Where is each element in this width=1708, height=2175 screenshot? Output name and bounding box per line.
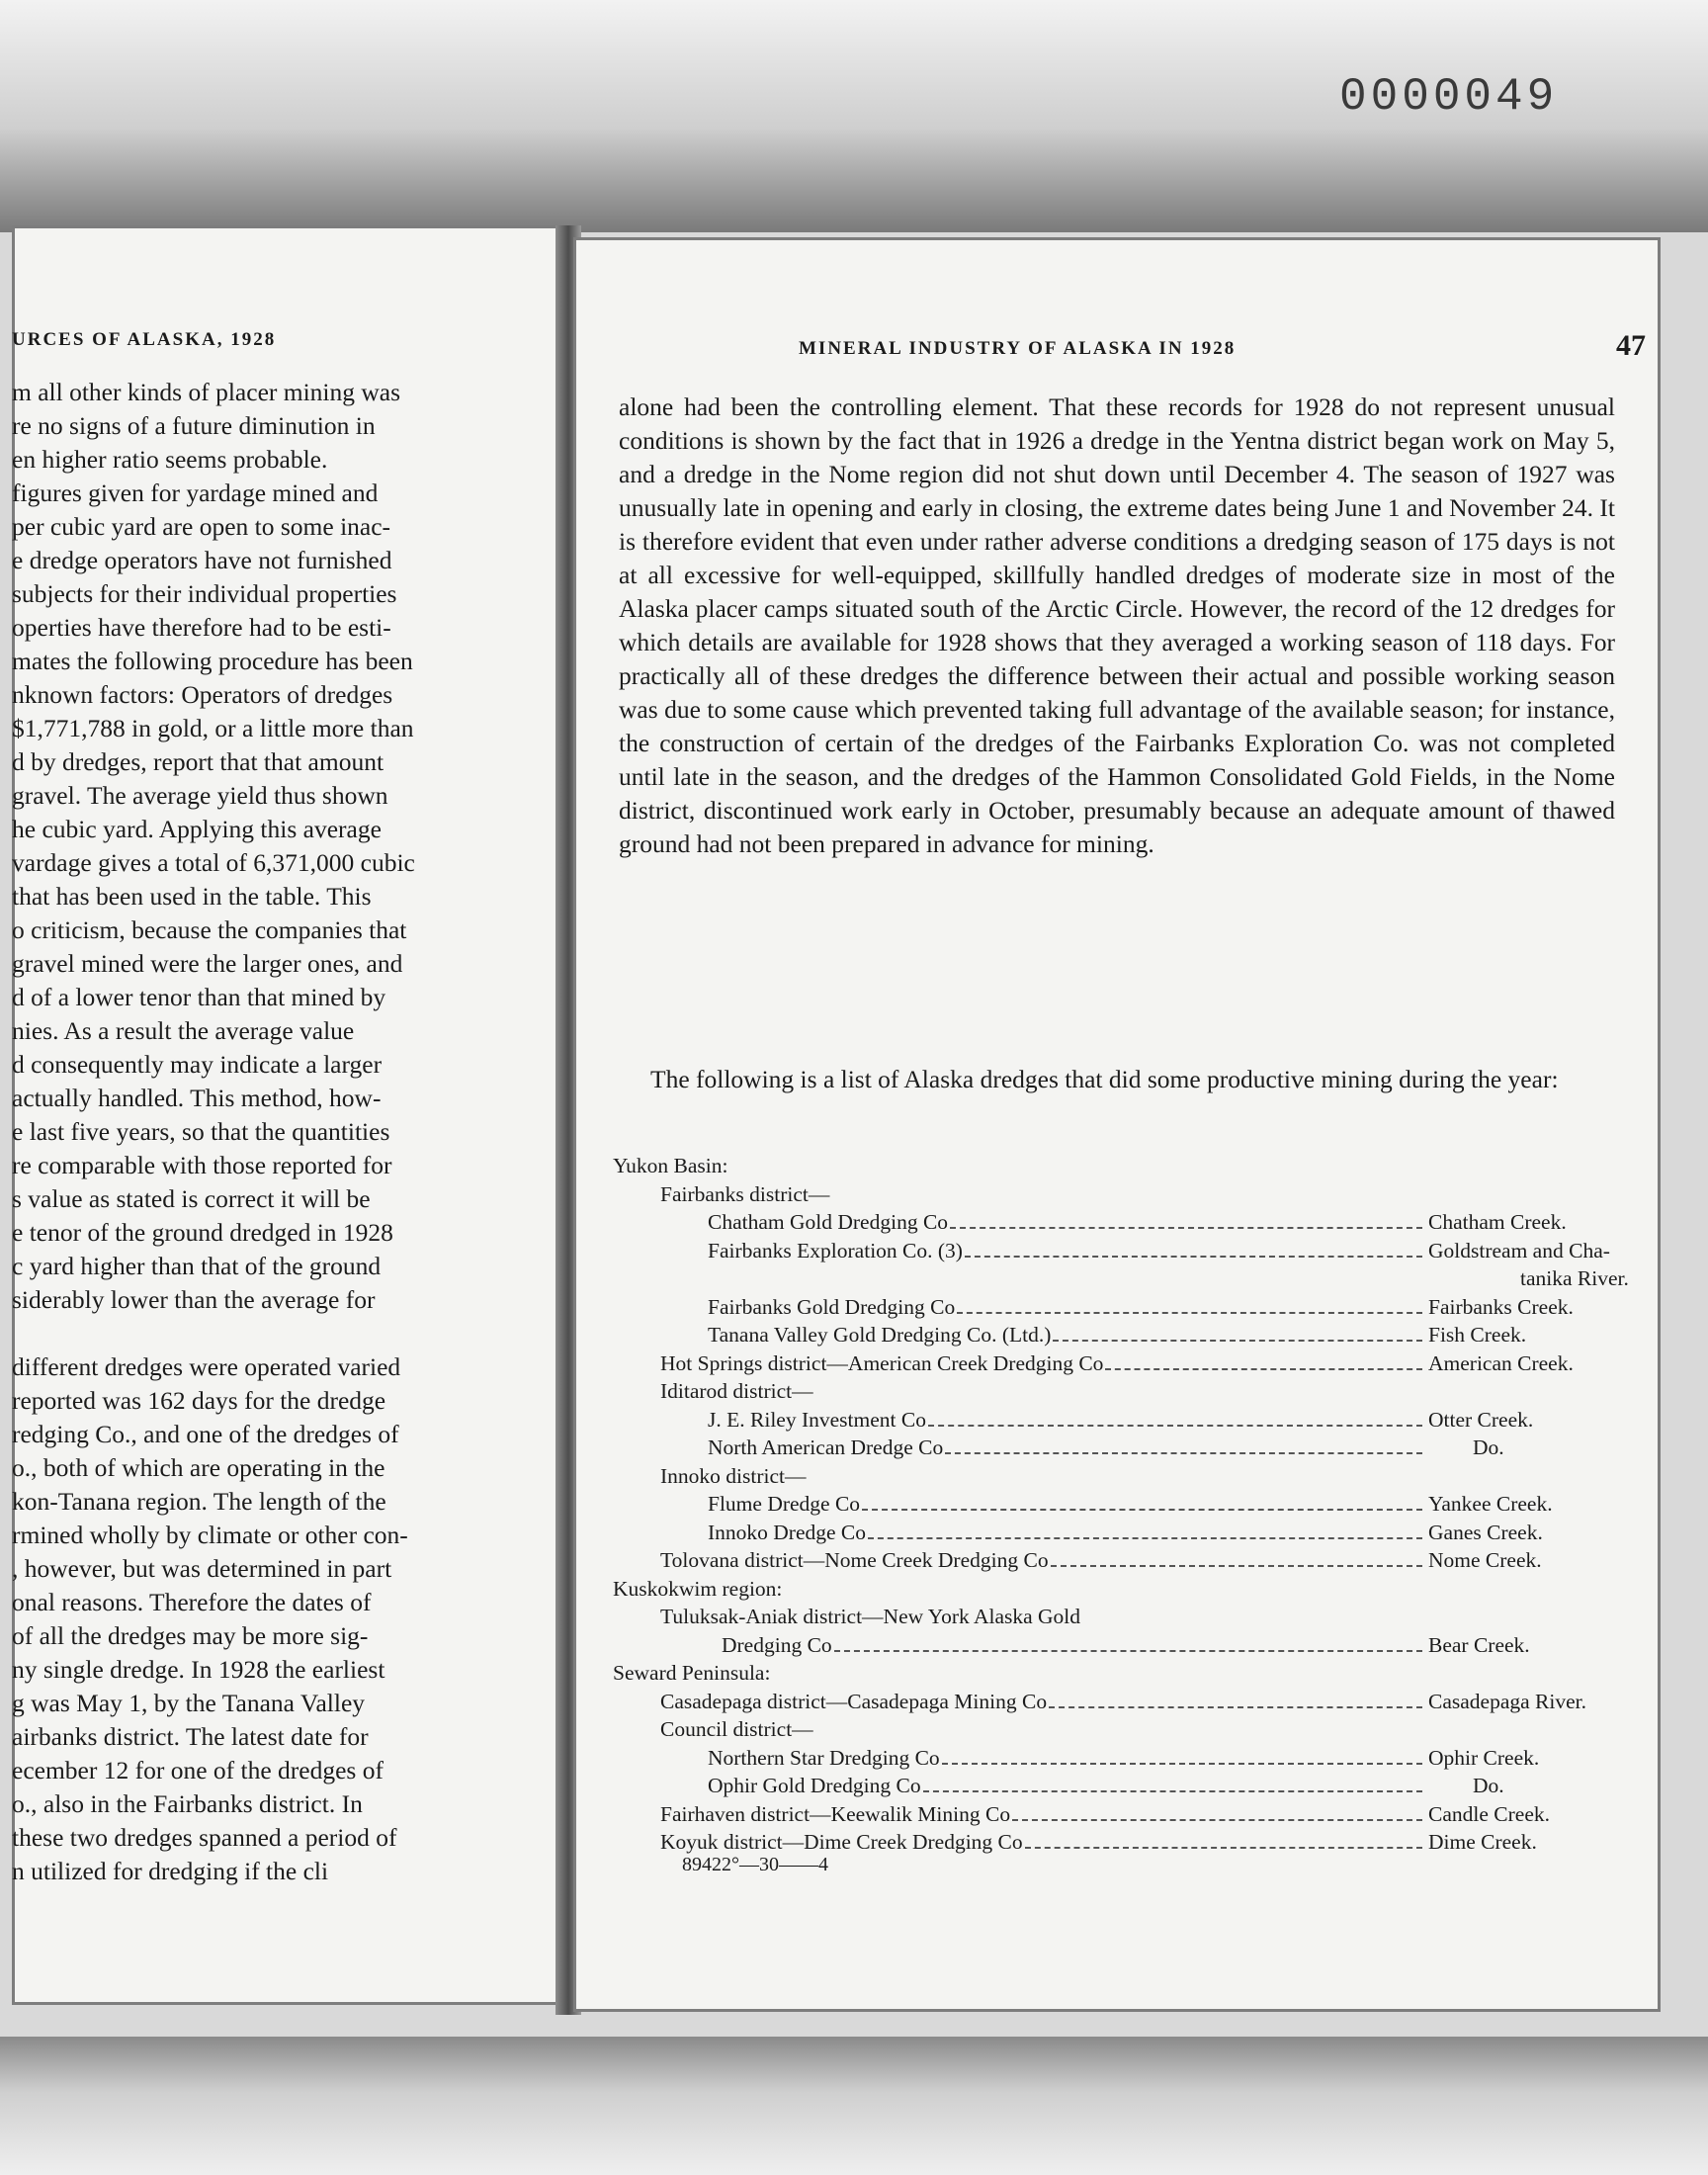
leader-dots — [1051, 1565, 1422, 1567]
leader-dots — [834, 1650, 1422, 1652]
text-line: reported was 162 days for the dredge — [12, 1386, 386, 1415]
text-line: re no signs of a future diminution in — [12, 411, 376, 440]
list-item — [613, 1349, 1631, 1378]
text-line: c yard higher than that of the ground — [12, 1252, 382, 1280]
text-line: s value as stated is correct it will be — [12, 1184, 371, 1213]
dredge-company: Flume Dredge Co — [708, 1492, 861, 1516]
dredge-location: Dime Creek. — [1428, 1830, 1537, 1854]
text-line: d of a lower tenor than that mined by — [12, 983, 386, 1011]
leader-dots — [957, 1312, 1422, 1314]
list-item — [613, 1631, 1631, 1660]
dredge-company: Ophir Gold Dredging Co — [708, 1774, 921, 1797]
text-line: different dredges were operated varied — [12, 1352, 401, 1381]
document-stamp-number: 0000049 — [1339, 71, 1559, 123]
list-item — [613, 1237, 1631, 1265]
dredge-company: Fairhaven district—Keewalik Mining Co — [660, 1801, 1011, 1826]
dredge-location: Ophir Creek. — [1428, 1745, 1540, 1770]
text-line: gravel. The average yield thus shown — [12, 781, 388, 810]
left-running-head: URCES OF ALASKA, 1928 — [12, 329, 277, 350]
text-line: rmined wholly by climate or other con- — [12, 1521, 408, 1549]
text-line: vardage gives a total of 6,371,000 cubic — [12, 848, 415, 877]
text-line: airbanks district. The latest date for — [12, 1722, 369, 1751]
text-line: of all the dredges may be more sig- — [12, 1621, 369, 1650]
paragraph-1: alone had been the controlling element. That these records for 1928 do not represent unusual conditions is shown by the fact that in 1926 a dredge in the Yentna district began work on May 5, and a dredge in the Nome region did not shut down until December 4. The season of 1927 was unusually late in opening and early in closing, the extreme dates being June 1 and November 24. It is therefore evident that even under rather adverse conditions a dredging season of 175 days is not at all excessive for well-equipped, skillfully handled dredges of moderate size in most of the Alaska placer camps situated south of the Arctic Circle. However, the record of the 12 dredges for which details are available for 1928 shows that they averaged a working season of 118 days. For practically all of these dredges the difference between their actual and possible working season was due to some cause which prevented taking full advantage of the available season; for instance, the construction of certain of the dredges of the Fairbanks Exploration Co. was not completed until late in the season, and the dredges of the Hammon Consolidated Gold Fields, in the Nome district, discontinued work early in October, presumably because an adequate amount of thawed ground had not been prepared in advance for mining. — [619, 392, 1615, 858]
left-page-text — [12, 376, 536, 1888]
dredge-location: Fish Creek. — [1428, 1323, 1527, 1347]
leader-dots — [1105, 1368, 1422, 1370]
region-heading: Yukon Basin: — [613, 1154, 728, 1177]
text-line: ecember 12 for one of the dredges of — [12, 1756, 384, 1784]
list-item — [613, 1208, 1631, 1237]
text-line: e dredge operators have not furnished — [12, 546, 392, 574]
dredge-company: North American Dredge Co — [708, 1436, 944, 1459]
list-item — [613, 1772, 1631, 1800]
text-line: per cubic yard are open to some inac- — [12, 512, 391, 541]
dredge-list — [613, 1152, 1631, 1857]
dredge-location: Ganes Creek. — [1428, 1520, 1543, 1544]
text-line: ny single dredge. In 1928 the earliest — [12, 1655, 385, 1684]
text-line — [12, 1317, 536, 1350]
list-item — [613, 1293, 1631, 1322]
list-item — [613, 1406, 1631, 1435]
list-item — [613, 1490, 1631, 1519]
district-heading: Council district— — [660, 1717, 813, 1741]
dredge-location: Otter Creek. — [1428, 1407, 1534, 1432]
text-line: re comparable with those reported for — [12, 1151, 392, 1179]
text-line: n utilized for dredging if the cli — [12, 1857, 329, 1885]
dredge-company: Innoko Dredge Co — [708, 1520, 867, 1544]
leader-dots — [1025, 1847, 1422, 1849]
dredge-location: Chatham Creek. — [1428, 1210, 1567, 1234]
leader-dots — [868, 1537, 1422, 1539]
paragraph-2: The following is a list of Alaska dredges that did some productive mining during the year: — [650, 1065, 1559, 1093]
dredge-company: Fairbanks Gold Dredging Co — [708, 1294, 956, 1319]
text-line: nies. As a result the average value — [12, 1016, 355, 1045]
leader-dots — [1049, 1706, 1422, 1708]
right-running-head: MINERAL INDUSTRY OF ALASKA IN 1928 — [799, 338, 1237, 359]
dredge-location-continued: tanika River. — [1520, 1266, 1629, 1290]
dredge-company: Tolovana district—Nome Creek Dredging Co — [660, 1548, 1049, 1572]
leader-dots — [950, 1227, 1422, 1229]
text-line: subjects for their individual properties — [12, 579, 397, 608]
text-line: siderably lower than the average for — [12, 1285, 376, 1314]
text-line: m all other kinds of placer mining was — [12, 378, 401, 406]
text-line: gravel mined were the larger ones, and — [12, 949, 403, 978]
dredge-company: Dredging Co — [722, 1632, 832, 1657]
text-line: actually handled. This method, how- — [12, 1084, 382, 1112]
text-line: nknown factors: Operators of dredges — [12, 680, 393, 709]
text-line: d consequently may indicate a larger — [12, 1050, 383, 1079]
leader-dots — [862, 1509, 1422, 1511]
dredge-location: Do. — [1473, 1774, 1504, 1797]
text-line: these two dredges spanned a period of — [12, 1823, 397, 1852]
text-line: redging Co., and one of the dredges of — [12, 1420, 399, 1448]
list-item — [613, 1519, 1631, 1547]
text-line: o criticism, because the companies that — [12, 915, 407, 944]
text-line: that has been used in the table. This — [12, 882, 372, 911]
dredge-company: Hot Springs district—American Creek Dredging Co — [660, 1350, 1104, 1375]
dredge-company: Tanana Valley Gold Dredging Co. (Ltd.) — [708, 1323, 1052, 1347]
dredge-location: Nome Creek. — [1428, 1548, 1542, 1572]
dredge-company: Northern Star Dredging Co — [708, 1745, 940, 1770]
leader-dots — [928, 1425, 1422, 1427]
page-number: 47 — [1616, 329, 1646, 362]
list-item — [613, 1828, 1631, 1857]
dredge-location: Candle Creek. — [1428, 1801, 1550, 1826]
text-line: e last five years, so that the quantities — [12, 1117, 390, 1146]
dredge-location: Yankee Creek. — [1428, 1492, 1553, 1516]
list-item — [613, 1434, 1631, 1462]
dredge-location: Bear Creek. — [1428, 1632, 1530, 1657]
text-line: he cubic yard. Applying this average — [12, 815, 382, 843]
right-page — [573, 237, 1661, 2012]
dredge-company: J. E. Riley Investment Co — [708, 1407, 926, 1432]
text-line: operties have therefore had to be esti- — [12, 613, 391, 642]
district-heading: Tuluksak-Aniak district—New York Alaska Gold — [660, 1605, 1081, 1628]
left-page — [12, 225, 565, 2005]
text-line: onal reasons. Therefore the dates of — [12, 1588, 372, 1616]
dredge-company: Fairbanks Exploration Co. (3) — [708, 1238, 963, 1262]
dredge-location: Do. — [1473, 1436, 1504, 1459]
dredge-location: Casadepaga River. — [1428, 1689, 1587, 1713]
dredge-location: American Creek. — [1428, 1350, 1574, 1375]
leader-dots — [942, 1763, 1422, 1765]
leader-dots — [1053, 1340, 1422, 1342]
district-heading: Fairbanks district— — [660, 1181, 830, 1206]
dredge-company: Casadepaga district—Casadepaga Mining Co — [660, 1689, 1048, 1713]
leader-dots — [945, 1452, 1422, 1454]
dredge-location: Goldstream and Cha- — [1428, 1238, 1610, 1262]
text-line: o., both of which are operating in the — [12, 1453, 385, 1482]
dredge-company: Koyuk district—Dime Creek Dredging Co — [660, 1830, 1023, 1854]
text-line: g was May 1, by the Tanana Valley — [12, 1689, 366, 1717]
text-line: figures given for yardage mined and — [12, 478, 379, 507]
text-line: e tenor of the ground dredged in 1928 — [12, 1218, 393, 1247]
list-item — [613, 1546, 1631, 1575]
text-line: mates the following procedure has been — [12, 647, 413, 675]
region-heading: Seward Peninsula: — [613, 1661, 771, 1685]
dredge-company: Chatham Gold Dredging Co — [708, 1210, 949, 1234]
text-line: d by dredges, report that that amount — [12, 747, 384, 776]
region-heading: Kuskokwim region: — [613, 1576, 783, 1601]
text-line: o., also in the Fairbanks district. In — [12, 1789, 363, 1818]
dredge-location: Fairbanks Creek. — [1428, 1294, 1574, 1319]
scan-bottom-shadow — [0, 2037, 1708, 2175]
leader-dots — [923, 1790, 1422, 1792]
text-line: en higher ratio seems probable. — [12, 445, 328, 474]
list-item — [613, 1321, 1631, 1349]
list-item — [613, 1800, 1631, 1829]
leader-dots — [1012, 1819, 1422, 1821]
text-line: $1,771,788 in gold, or a little more than — [12, 714, 414, 742]
text-line: kon-Tanana region. The length of the — [12, 1487, 386, 1516]
list-item — [613, 1688, 1631, 1716]
printer-signature: 89422°—30——4 — [682, 1854, 828, 1875]
district-heading: Iditarod district— — [660, 1379, 813, 1403]
text-line: , however, but was determined in part — [12, 1554, 392, 1583]
list-item — [613, 1744, 1631, 1773]
leader-dots — [965, 1256, 1422, 1258]
district-heading: Innoko district— — [660, 1463, 807, 1488]
